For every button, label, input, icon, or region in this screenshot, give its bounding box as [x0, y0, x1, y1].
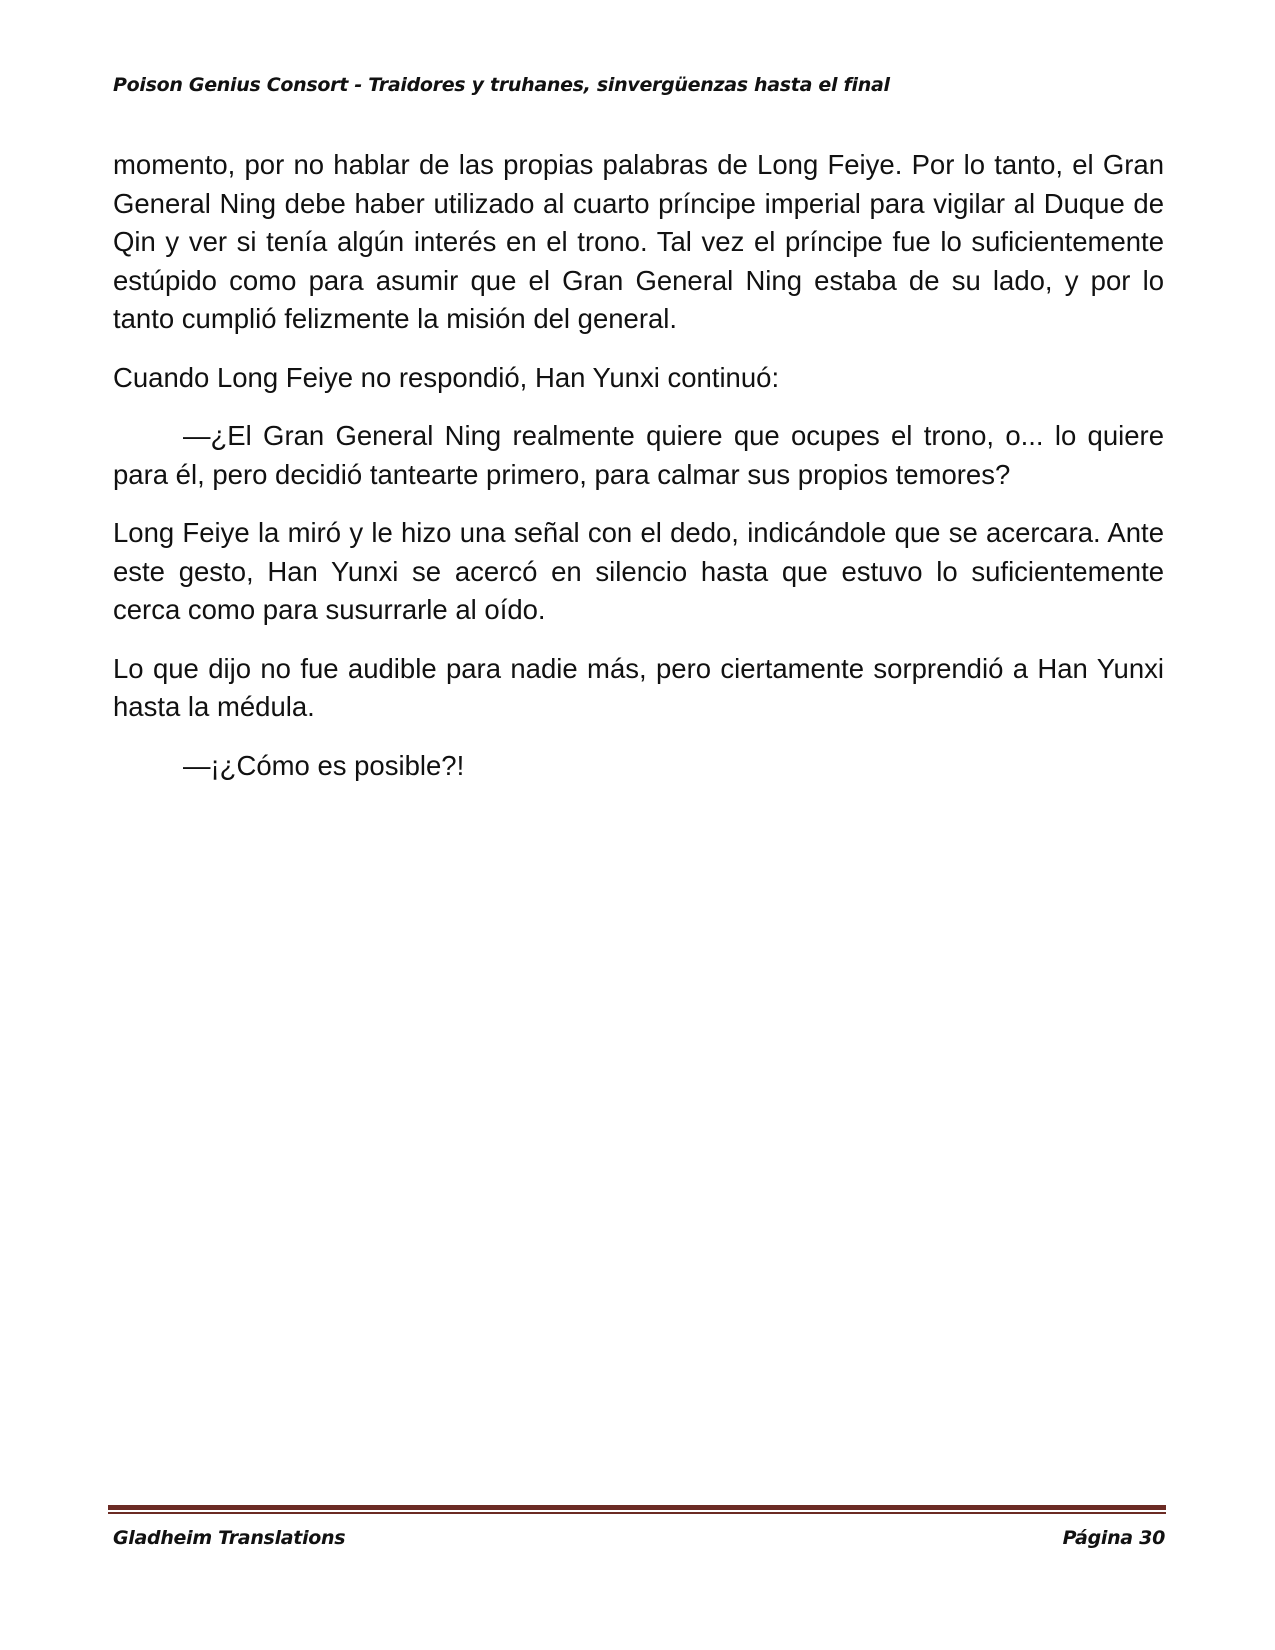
dialogue-paragraph: —¿El Gran General Ning realmente quiere que ocupes el trono, o... lo quiere para él, pero decidió tantearte primero, para calmar sus propios temores? — [113, 420, 1164, 490]
paragraph: Cuando Long Feiye no respondió, Han Yunxi continuó: — [113, 361, 780, 393]
footer-rule-thin — [108, 1512, 1166, 1514]
page-number: Página 30 — [1062, 1527, 1165, 1549]
footer-rule — [108, 1505, 1166, 1514]
dialogue-paragraph: —¡¿Cómo es posible?! — [183, 749, 465, 781]
footer-credit: Gladheim Translations — [113, 1527, 346, 1549]
page-header: Poison Genius Consort - Traidores y truhanes, sinvergüenzas hasta el final — [113, 74, 890, 96]
footer-rule-thick — [108, 1505, 1166, 1510]
paragraph: Lo que dijo no fue audible para nadie más, pero ciertamente sorprendió a Han Yunxi hasta la médula. — [113, 652, 1164, 722]
paragraph: Long Feiye la miró y le hizo una señal con el dedo, indicándole que se acercara. Ante este gesto, Han Yunxi se acercó en silencio hasta que estuvo lo suficientemente cerca como para susurrarle al oído. — [113, 517, 1164, 625]
paragraph: momento, por no hablar de las propias palabras de Long Feiye. Por lo tanto, el Gran General Ning debe haber utilizado al cuarto príncipe imperial para vigilar al Duque de Qin y ver si tenía algún interés en el trono. Tal vez el príncipe fue lo suficientemente estúpido como para asumir que el Gran General Ning estaba de su lado, y por lo tanto cumplió felizmente la misión del general. — [113, 149, 1164, 334]
body-text — [113, 146, 1164, 805]
